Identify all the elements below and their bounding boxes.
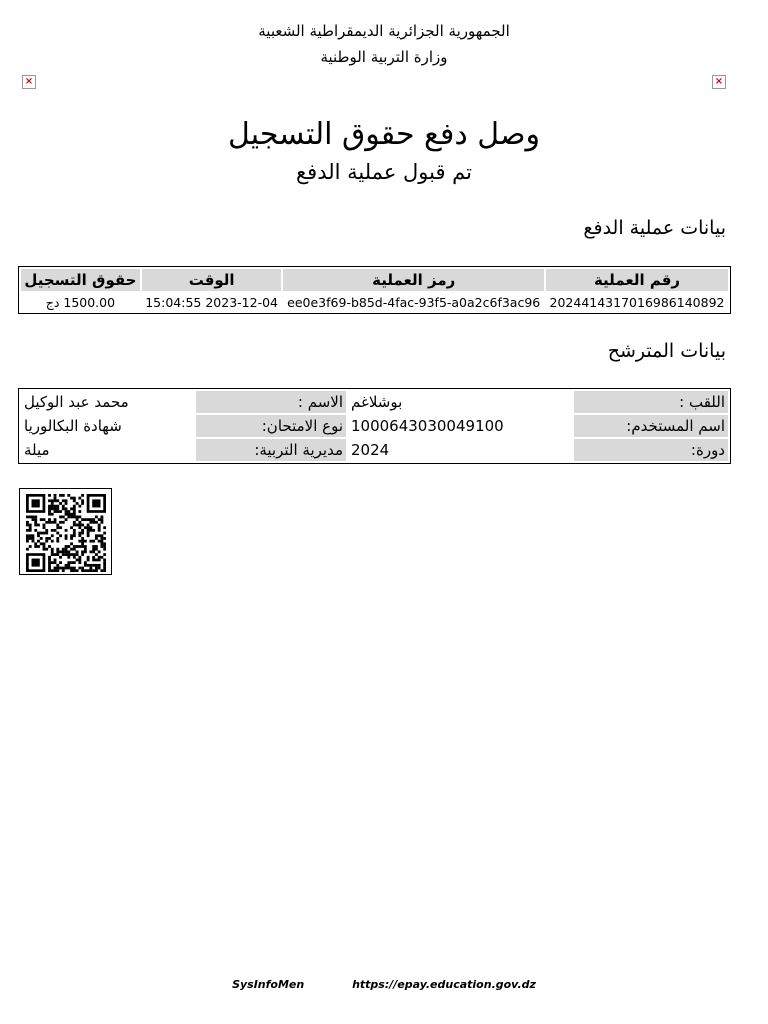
footer-brand: SysInfoMen: [232, 978, 305, 991]
payment-table: [18, 266, 731, 314]
candidate-table: [18, 388, 731, 464]
table-row: [21, 439, 728, 461]
name-label: الاسم :: [196, 391, 346, 413]
col-operation-number: رقم العملية: [546, 269, 728, 291]
republic-header: الجمهورية الجزائرية الديمقراطية الشعبية: [258, 22, 510, 40]
username-value: 1000643030049100: [351, 417, 504, 435]
footer-url[interactable]: https://epay.education.gov.dz: [352, 978, 536, 991]
operation-number: 202441431701698614089​2: [549, 294, 725, 310]
col-time: الوقت: [142, 269, 282, 291]
exam-type-label: نوع الامتحان:: [196, 415, 346, 437]
exam-type-value: شهادة البكالوريا: [24, 417, 122, 435]
table-row: [21, 415, 728, 437]
ministry-header: وزارة التربية الوطنية: [320, 48, 448, 66]
receipt-title: وصل دفع حقوق التسجيل: [228, 117, 540, 152]
name-value: محمد عبد الوكيل: [24, 393, 129, 411]
broken-image-icon: ×: [712, 75, 726, 89]
qr-code-icon: [26, 494, 106, 572]
session-value: 2024: [351, 441, 390, 459]
payment-table-header: [21, 269, 728, 291]
session-label: دورة:: [574, 439, 728, 461]
surname-label: اللقب :: [574, 391, 728, 413]
operation-code: ee0e3f69-b85d-4fac-93f5-a0a2c6f3ac96: [287, 294, 541, 310]
col-fees: حقوق التسجيل: [21, 269, 140, 291]
table-row: [21, 391, 728, 413]
footer: [0, 978, 768, 991]
fees-amount: 1500.00 دج: [45, 294, 116, 310]
directorate-label: مديرية التربية:: [196, 439, 346, 461]
username-label: اسم المستخدم:: [574, 415, 728, 437]
payment-status: تم قبول عملية الدفع: [295, 160, 473, 184]
operation-time: 2023-12-04 15:04:55: [145, 294, 279, 310]
payment-section-heading: بيانات عملية الدفع: [583, 217, 726, 239]
candidate-section-heading: بيانات المترشح: [607, 340, 726, 362]
table-row: [21, 293, 728, 311]
qr-code-frame: [19, 488, 112, 575]
directorate-value: ميلة: [24, 441, 50, 459]
broken-image-icon: ×: [22, 75, 36, 89]
surname-value: بوشلاغم: [351, 393, 403, 411]
col-operation-code: رمز العملية: [283, 269, 544, 291]
